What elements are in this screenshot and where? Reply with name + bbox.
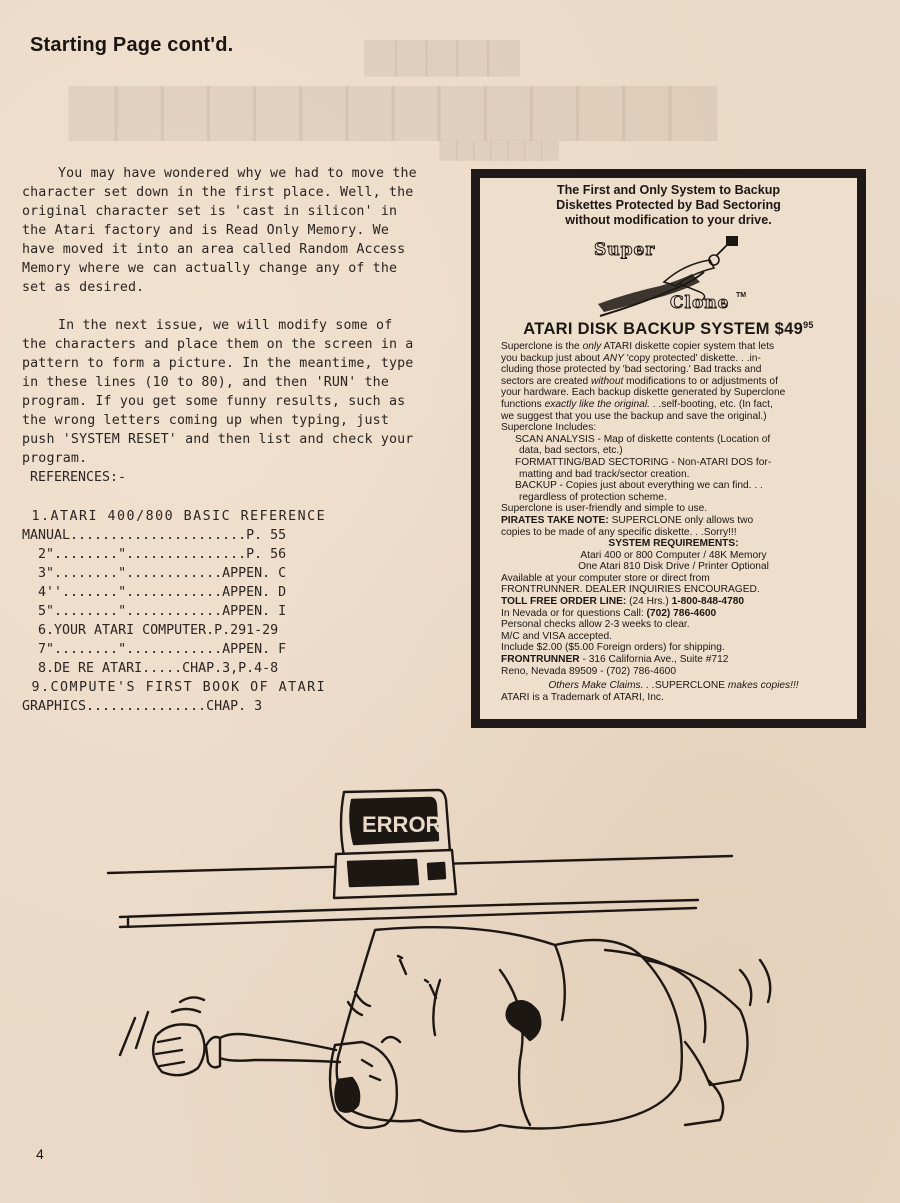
ad-body-line: Include $2.00 ($5.00 Foreign orders) for shipping. <box>501 642 725 654</box>
references-heading: REFERENCES:- <box>30 470 127 485</box>
superclone-logo <box>580 234 770 322</box>
ad-requirements-heading: SYSTEM REQUIREMENTS: <box>608 538 739 550</box>
show-through-smudge: ▆▆▆▆▆▆▆▆▆▆▆▆▆▆ <box>70 71 716 138</box>
ad-feature-line: FORMATTING/BAD SECTORING - Non-ATARI DOS for- <box>515 456 772 468</box>
error-cartoon <box>100 780 800 1150</box>
reference-line: 1.ATARI 400/800 BASIC REFERENCE <box>22 509 327 524</box>
article-paragraph: You may have wondered why we had to move the character set down in the first place. Well, the original character set is 'cast in silicon' in the Atari factory and is Read Only Memory. We have moved it into an area called Random Access Memory where we can actually change any of the set as desired. <box>22 166 417 295</box>
ad-body-line: sectors are created without modifications to or adjustments of <box>501 375 778 387</box>
error-screen-text: ERROR <box>362 812 442 837</box>
references-list <box>22 507 422 716</box>
ad-body-line: copies to be made of any specific diskette. . .Sorry!!! <box>501 526 737 538</box>
ad-requirement-line: Atari 400 or 800 Computer / 48K Memory <box>580 549 767 561</box>
ad-body-line: M/C and VISA accepted. <box>501 630 612 642</box>
reference-line: 7"........"............APPEN. F <box>22 642 287 657</box>
ad-headline-line: without modification to your drive. <box>565 213 772 227</box>
page-header: Starting Page cont'd. <box>30 34 234 56</box>
ad-body-line: PIRATES TAKE NOTE: SUPERCLONE only allows two <box>501 514 754 526</box>
ad-headline <box>480 183 857 228</box>
ad-title-text: ATARI DISK BACKUP SYSTEM $49 <box>523 320 804 338</box>
show-through-smudge: ▆▆▆▆▆ <box>365 31 519 75</box>
ad-title <box>480 320 857 339</box>
reference-line: 5"........"............APPEN. I <box>22 604 287 619</box>
ad-feature-line: regardless of protection scheme. <box>519 491 667 503</box>
ad-address-line: FRONTRUNNER - 316 California Ave., Suite #712 <box>501 654 729 666</box>
reference-line: 9.COMPUTE'S FIRST BOOK OF ATARI <box>22 680 327 695</box>
logo-clone-text: Clone <box>670 293 730 313</box>
ad-headline-line: Diskettes Protected by Bad Sectoring <box>556 198 781 212</box>
ad-feature-line: matting and bad track/sector creation. <box>519 468 690 480</box>
reference-line: MANUAL......................P. 55 <box>22 528 287 543</box>
ad-order-line: TOLL FREE ORDER LINE: (24 Hrs.) 1-800-848-4780 <box>501 596 745 608</box>
ad-trademark-note: ATARI is a Trademark of ATARI, Inc. <box>501 691 664 703</box>
ad-body-line: Personal checks allow 2-3 weeks to clear. <box>501 619 690 631</box>
article-paragraph: In the next issue, we will modify some of the characters and place them on the screen in a pattern to form a picture. In the meantime, type in these lines (10 to 80), and then 'RUN' the program. If you get some funny results, such as the wrong letters coming up when typing, just push 'SYSTEM RESET' and then list and check your program. <box>22 318 414 466</box>
ad-body-line: Available at your computer store or direct from <box>501 572 710 584</box>
article-column <box>22 164 422 716</box>
ad-body-line: functions exactly like the original. . .self-booting, etc. (In fact, <box>501 398 773 410</box>
ad-body-line: In Nevada or for questions Call: (702) 786-4600 <box>501 607 717 619</box>
show-through-smudge: ▆▆▆▆▆▆▆ <box>440 135 559 160</box>
ad-address-line: Reno, Nevada 89509 - (702) 786-4600 <box>501 665 677 677</box>
ad-feature-line: SCAN ANALYSIS - Map of diskette contents (Location of <box>515 433 771 445</box>
ad-price-cents: 95 <box>803 320 814 330</box>
ad-body-line: your hardware. Each backup diskette generated by Superclone <box>501 387 786 399</box>
reference-line: 2"........"...............P. 56 <box>22 547 287 562</box>
ad-headline-line: The First and Only System to Backup <box>556 183 781 197</box>
trademark-mark: TM <box>736 292 747 299</box>
ad-body-line: you backup just about ANY 'copy protected' diskette. . .in- <box>501 352 761 364</box>
ad-body-line: Superclone is user-friendly and simple to use. <box>501 503 708 515</box>
ad-body-line: Superclone is the only ATARI diskette copier system that lets <box>501 341 775 352</box>
ad-body <box>501 341 846 703</box>
ad-body-line: cluding those protected by 'bad sectoring.' Bad tracks and <box>501 364 762 376</box>
ad-body-line: we suggest that you use the backup and save the original.) <box>501 410 767 422</box>
reference-line: GRAPHICS...............CHAP. 3 <box>22 699 263 714</box>
ad-body-line: FRONTRUNNER. DEALER INQUIRIES ENCOURAGED. <box>501 584 760 596</box>
reference-line: 4''......."............APPEN. D <box>22 585 287 600</box>
ad-tagline: Others Make Claims. . .SUPERCLONE makes copies!!! <box>548 680 799 692</box>
ad-feature-line: BACKUP - Copies just about everything we can find. . . <box>515 480 763 492</box>
ad-feature-line: data, bad sectors, etc.) <box>519 445 623 457</box>
ad-body-line: Superclone Includes: <box>501 422 597 434</box>
reference-line: 3"........"............APPEN. C <box>22 566 287 581</box>
ad-requirement-line: One Atari 810 Disk Drive / Printer Optional <box>578 561 769 573</box>
superclone-advertisement <box>471 169 866 728</box>
page-number: 4 <box>36 1146 44 1162</box>
reference-line: 6.YOUR ATARI COMPUTER.P.291-29 <box>22 623 279 638</box>
logo-super-text: Super <box>594 240 656 260</box>
reference-line: 8.DE RE ATARI.....CHAP.3,P.4-8 <box>22 661 279 676</box>
